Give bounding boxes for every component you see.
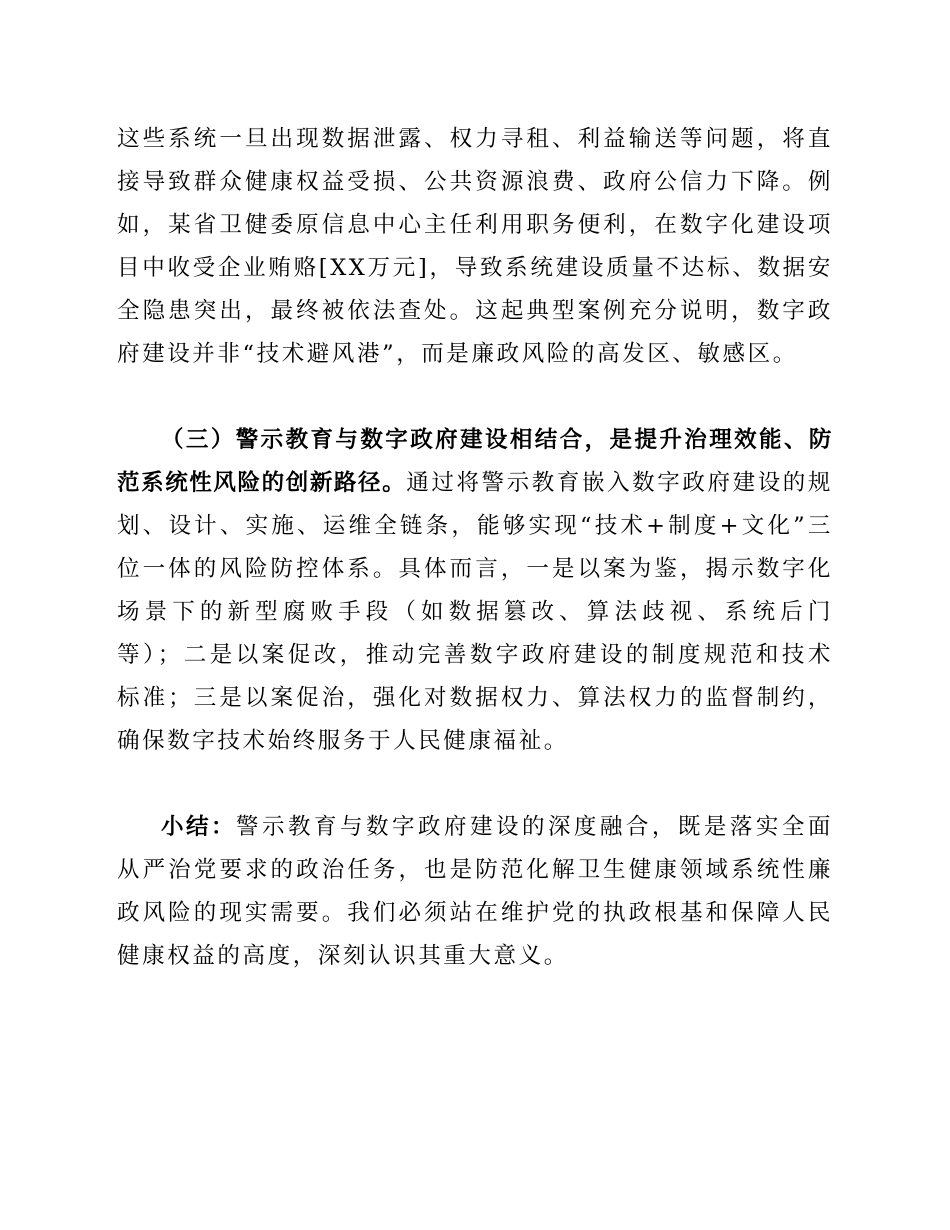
paragraph-section-three [117, 419, 833, 763]
paragraph-gap [117, 376, 833, 419]
section-three-body: 通过将警示教育嵌入数字政府建设的规划、设计、实施、运维全链条，能够实现“技术+制度+文化”三位一体的风险防控体系。具体而言，一是以案为鉴，揭示数字化场景下的新型腐败手段（如数据篡改、算法歧视、系统后门等）；二是以案促改，推动完善数字政府建设的制度规范和技术标准；三是以案促治，强化对数据权力、算法权力的监督制约，确保数字技术始终服务于人民健康福祉。 [117, 470, 834, 754]
document-page [117, 118, 833, 978]
paragraph-case-example: 这些系统一旦出现数据泄露、权力寻租、利益输送等问题，将直接导致群众健康权益受损、公共资源浪费、政府公信力下降。例如，某省卫健委原信息中心主任利用职务便利，在数字化建设项目中收受企业贿赂[XX万元]，导致系统建设质量不达标、数据安全隐患突出，最终被依法查处。这起典型案例充分说明，数字政府建设并非“技术避风港”，而是廉政风险的高发区、敏感区。 [117, 126, 833, 367]
summary-heading: 小结： [161, 814, 236, 840]
paragraph-summary [117, 806, 833, 978]
section-three-heading: （三）警示教育与数字政府建设相结合，是提升治理效能、防范系统性风险的创新路径。 [117, 427, 833, 496]
paragraph-gap [117, 763, 833, 806]
summary-body: 警示教育与数字政府建设的深度融合，既是落实全面从严治党要求的政治任务，也是防范化解卫生健康领域系统性廉政风险的现实需要。我们必须站在维护党的执政根基和保障人民健康权益的高度，深刻认识其重大意义。 [117, 814, 833, 969]
